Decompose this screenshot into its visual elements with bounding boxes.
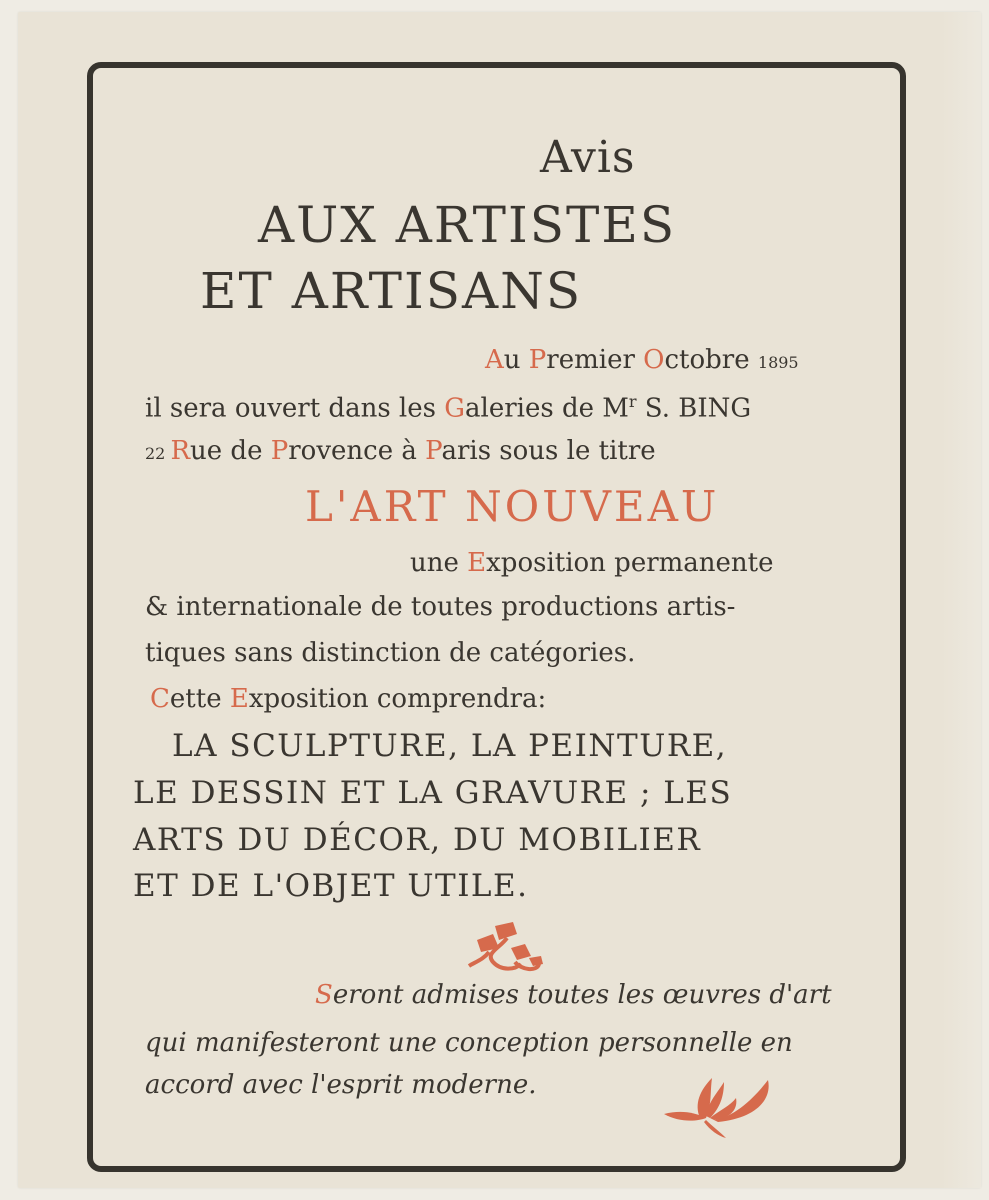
exhibition-title: L'ART NOUVEAU: [305, 482, 720, 531]
category-line: LE DESSIN ET LA GRAVURE ; LES: [133, 775, 733, 811]
body-line-3: tiques sans distinction de catégories.: [145, 638, 636, 668]
intro-date-line: Au Premier Octobre 1895: [485, 345, 799, 375]
category-line: ET DE L'OBJET UTILE.: [133, 868, 529, 904]
intro-address-line: 22 Rue de Provence à Paris sous le titre: [145, 436, 656, 466]
category-line: ARTS DU DÉCOR, DU MOBILIER: [133, 822, 702, 858]
category-line: LA SCULPTURE, LA PEINTURE,: [172, 728, 728, 764]
intro-gallery-line: il sera ouvert dans les Galeries de $M^r$ S. BING: [145, 392, 752, 424]
body-line-1: une Exposition permanente: [410, 548, 774, 578]
body-line-4: Cette Exposition comprendra:: [150, 684, 547, 714]
floral-mushroom-icon: [455, 918, 555, 974]
closing-line-2: qui manifesteront une conception personnelle en: [145, 1028, 793, 1058]
body-line-2: & internationale de toutes productions artis-: [145, 592, 736, 622]
closing-line-3: accord avec l'esprit moderne.: [145, 1070, 537, 1100]
floral-sprig-icon: [660, 1068, 780, 1138]
heading-avis: Avis: [540, 132, 636, 183]
closing-line-1: Seront admises toutes les œuvres d'art: [315, 980, 832, 1010]
heading-line-2: ET ARTISANS: [200, 262, 583, 320]
heading-line-1: AUX ARTISTES: [258, 196, 677, 254]
